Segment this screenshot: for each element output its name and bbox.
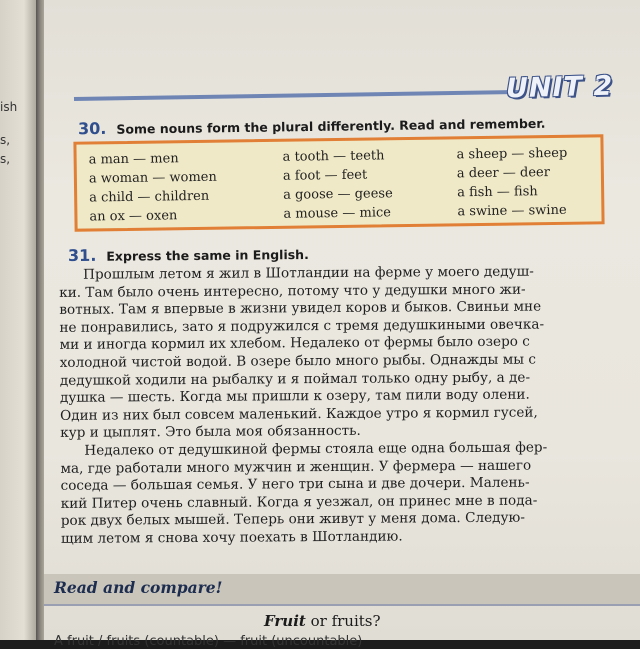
noun-pair: a sheep — sheep <box>456 145 568 163</box>
exercise-instruction: Some nouns form the plural differently. Read and remember. <box>116 115 546 137</box>
noun-pair: a mouse — mice <box>283 205 392 222</box>
text-line: щим летом я снова хочу поехать в Шотландию. <box>60 528 403 547</box>
left-page-fragment: s, <box>0 133 11 147</box>
left-page-edge <box>0 0 40 640</box>
noun-pair: a deer — deer <box>456 165 550 182</box>
text-line: душка — шесть. Когда мы пришли к озеру, там пили воду олени. <box>59 386 530 407</box>
textbook-page <box>44 0 640 649</box>
exercise-31-text <box>59 263 601 548</box>
exercise-30-heading <box>78 113 546 139</box>
text-line: дедушкой ходили на рыбалку и я поймал только одну рыбу, а де- <box>59 369 531 389</box>
noun-pair: a swine — swine <box>457 202 567 220</box>
nouns-column <box>283 146 394 224</box>
read-compare-banner <box>44 574 640 604</box>
banner-divider <box>44 604 640 606</box>
text-line: ма, где работали много мужчин и женщин. У фермера — нашего <box>60 457 532 477</box>
noun-pair: a child — children <box>89 188 210 206</box>
noun-pair: a foot — feet <box>282 167 368 184</box>
nouns-column <box>89 149 218 227</box>
exercise-number: 31. <box>67 245 97 266</box>
section-title <box>264 612 381 630</box>
noun-pair: a tooth — teeth <box>282 148 385 165</box>
text-line: кур и цыплят. Это была моя обязанность. <box>60 423 361 442</box>
title-rest: or fruits? <box>305 612 381 630</box>
title-word: Fruit <box>264 612 306 630</box>
text-line: Один из них был совсем маленький. Каждое утро я кормил гусей, <box>60 404 538 424</box>
noun-pair: a goose — geese <box>283 186 393 203</box>
read-compare-label: Read and compare! <box>54 578 223 597</box>
cut-off-text-line: A fruit / fruits (countable) — fruit (uncountable) <box>54 634 363 649</box>
unit-badge: UNIT 2 <box>505 70 614 105</box>
text-line: не понравились, зато я подружился с тремя дедушкиными овечка- <box>59 316 545 336</box>
text-line: ми и иногда кормил их хлебом. Недалеко от фермы было озеро с <box>59 333 530 354</box>
nouns-column <box>456 144 568 222</box>
exercise-instruction: Express the same in English. <box>106 246 309 264</box>
text-line: холодной чистой водой. В озере было много рыбы. Однажды мы с <box>59 351 537 371</box>
text-line: кий Питер очень славный. Когда я уезжал, он принес мне в пода- <box>60 492 538 512</box>
noun-pair: an ox — oxen <box>89 208 178 225</box>
left-page-fragment: ish <box>0 100 18 114</box>
exercise-number: 30. <box>77 118 107 139</box>
text-line: Недалеко от дедушкиной фермы стояла еще одна большая фер- <box>84 439 548 459</box>
text-line: вотных. Там я впервые в жизни увидел коров и быков. Свиньи мне <box>59 298 542 319</box>
text-line: рок двух белых мышей. Теперь они живут у меня дома. Следую- <box>60 509 525 530</box>
text-line: Прошлым летом я жил в Шотландии на ферме у моего дедуш- <box>83 263 534 283</box>
noun-pair: a man — men <box>88 151 179 168</box>
plural-nouns-box <box>73 134 604 231</box>
text-line: ки. Там было очень интересно, потому что у дедушки много жи- <box>59 281 526 301</box>
exercise-31-heading <box>68 244 309 265</box>
text-line: соседа — большая семья. У него три сына и две дочери. Малень- <box>60 474 530 495</box>
header-rule <box>74 90 522 101</box>
noun-pair: a woman — women <box>88 169 217 187</box>
left-page-fragment: s, <box>0 152 11 166</box>
noun-pair: a fish — fish <box>457 184 538 201</box>
